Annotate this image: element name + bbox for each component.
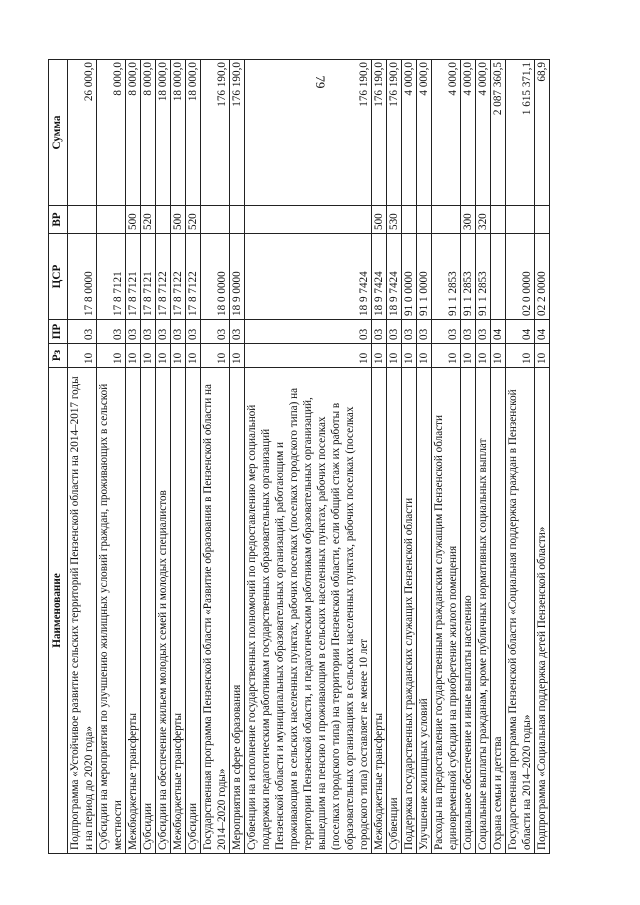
cell-sum: 176 190,0: [372, 60, 387, 206]
cell-pr: 03: [186, 320, 201, 344]
table-row: [506, 60, 535, 854]
cell-name: Социальные выплаты гражданам, кроме публичных нормативных социальных выплат: [476, 368, 491, 854]
cell-rz: 10: [68, 344, 97, 368]
cell-csr: 17 8 7122: [156, 234, 171, 320]
cell-vr: 320: [476, 206, 491, 234]
cell-csr: 91 0 0000: [402, 234, 417, 320]
cell-name: Субсидии: [141, 368, 156, 854]
cell-rz: 10: [171, 344, 186, 368]
cell-pr: 03: [201, 320, 230, 344]
cell-vr: [68, 206, 97, 234]
cell-csr: [491, 234, 506, 320]
header-rz: Рз: [49, 344, 68, 368]
cell-vr: [432, 206, 461, 234]
cell-pr: 04: [535, 320, 550, 344]
cell-pr: 03: [372, 320, 387, 344]
table-row: [432, 60, 461, 854]
cell-rz: 10: [476, 344, 491, 368]
table-row: [402, 60, 417, 854]
cell-name: Расходы на предоставление государственным гражданским служащим Пензенской области единовременной субсидии на приобретение жилого помещения: [432, 368, 461, 854]
cell-name: Государственная программа Пензенской области «Социальная поддержка граждан в Пензенской области на 2014–2020 годы»: [506, 368, 535, 854]
table-body: [68, 60, 550, 854]
cell-rz: 10: [387, 344, 402, 368]
cell-name: Межбюджетные трансферты: [126, 368, 141, 854]
cell-csr: 91 1 0000: [417, 234, 432, 320]
cell-name: Государственная программа Пензенской области «Развитие образования в Пензенской области на 2014–2020 годы»: [201, 368, 230, 854]
header-vr: ВР: [49, 206, 68, 234]
cell-name: Мероприятия в сфере образования: [230, 368, 245, 854]
cell-name: Подпрограмма «Устойчивое развитие сельских территорий Пензенской области на 2014–2017 годы и на период до 2020 года»: [68, 368, 97, 854]
cell-rz: 10: [97, 344, 126, 368]
cell-csr: 17 8 7121: [97, 234, 126, 320]
cell-csr: 18 9 7424: [387, 234, 402, 320]
cell-pr: 03: [402, 320, 417, 344]
cell-csr: 18 9 7424: [245, 234, 372, 320]
cell-vr: [417, 206, 432, 234]
cell-sum: 4 000,0: [461, 60, 476, 206]
cell-sum: 8 000,0: [126, 60, 141, 206]
cell-name: Субсидии на мероприятия по улучшению жилищных условий граждан, проживающих в сельской местности: [97, 368, 126, 854]
cell-rz: 10: [186, 344, 201, 368]
cell-sum: 18 000,0: [171, 60, 186, 206]
cell-name: Межбюджетные трансферты: [372, 368, 387, 854]
cell-vr: 530: [387, 206, 402, 234]
cell-pr: 03: [156, 320, 171, 344]
cell-sum: 8 000,0: [97, 60, 126, 206]
table-row: [535, 60, 550, 854]
cell-pr: 03: [461, 320, 476, 344]
cell-rz: 10: [126, 344, 141, 368]
cell-vr: 300: [461, 206, 476, 234]
cell-name: Социальное обеспечение и иные выплаты населению: [461, 368, 476, 854]
rotated-table-wrapper: [48, 60, 581, 854]
cell-csr: 91 1 2853: [476, 234, 491, 320]
cell-pr: 03: [476, 320, 491, 344]
cell-sum: 8 000,0: [141, 60, 156, 206]
page-number: 79: [313, 75, 328, 89]
cell-sum: 68,9: [535, 60, 550, 206]
table-row: [171, 60, 186, 854]
table-row: [461, 60, 476, 854]
table-row: [156, 60, 171, 854]
cell-csr: 18 9 0000: [230, 234, 245, 320]
cell-rz: 10: [535, 344, 550, 368]
cell-vr: 500: [126, 206, 141, 234]
table-header-row: [49, 60, 68, 854]
cell-sum: 176 190,0: [387, 60, 402, 206]
cell-pr: 03: [387, 320, 402, 344]
cell-vr: 520: [186, 206, 201, 234]
cell-rz: 10: [491, 344, 506, 368]
cell-rz: 10: [402, 344, 417, 368]
cell-sum: 18 000,0: [156, 60, 171, 206]
cell-csr: 02 0 0000: [506, 234, 535, 320]
cell-sum: 4 000,0: [476, 60, 491, 206]
cell-name: Улучшение жилищных условий: [417, 368, 432, 854]
header-name: Наименование: [49, 368, 68, 854]
table-row: [97, 60, 126, 854]
cell-pr: 04: [506, 320, 535, 344]
cell-pr: 03: [432, 320, 461, 344]
cell-sum: 176 190,0: [245, 60, 372, 206]
cell-rz: 10: [432, 344, 461, 368]
cell-vr: [156, 206, 171, 234]
cell-rz: 10: [245, 344, 372, 368]
cell-vr: 500: [171, 206, 186, 234]
cell-rz: 10: [201, 344, 230, 368]
cell-pr: 03: [126, 320, 141, 344]
table-row: [417, 60, 432, 854]
table-row: [476, 60, 491, 854]
cell-sum: 2 087 360,5: [491, 60, 506, 206]
cell-vr: [201, 206, 230, 234]
cell-name: Поддержка государственных гражданских служащих Пензенской области: [402, 368, 417, 854]
cell-vr: [245, 206, 372, 234]
table-row: [126, 60, 141, 854]
cell-rz: 10: [156, 344, 171, 368]
cell-sum: 26 000,0: [68, 60, 97, 206]
cell-vr: [491, 206, 506, 234]
cell-pr: 03: [417, 320, 432, 344]
cell-name: Субсидии: [186, 368, 201, 854]
cell-pr: 03: [245, 320, 372, 344]
table-row: [186, 60, 201, 854]
cell-rz: 10: [230, 344, 245, 368]
cell-name: Субсидии на обеспечение жильем молодых семей и молодых специалистов: [156, 368, 171, 854]
table-row: [230, 60, 245, 854]
table-row: [201, 60, 230, 854]
cell-rz: 10: [506, 344, 535, 368]
cell-name: Межбюджетные трансферты: [171, 368, 186, 854]
cell-csr: 17 8 0000: [68, 234, 97, 320]
cell-pr: 03: [97, 320, 126, 344]
table-row: [491, 60, 506, 854]
cell-pr: 03: [171, 320, 186, 344]
table-row: [372, 60, 387, 854]
cell-sum: 176 190,0: [201, 60, 230, 206]
cell-vr: [506, 206, 535, 234]
cell-csr: 91 1 2853: [432, 234, 461, 320]
cell-vr: [230, 206, 245, 234]
cell-csr: 18 9 7424: [372, 234, 387, 320]
cell-csr: 17 8 7122: [186, 234, 201, 320]
cell-vr: 500: [372, 206, 387, 234]
cell-sum: 4 000,0: [402, 60, 417, 206]
cell-vr: 520: [141, 206, 156, 234]
cell-rz: 10: [417, 344, 432, 368]
budget-table: [48, 59, 550, 854]
header-csr: ЦСР: [49, 234, 68, 320]
table-row: [387, 60, 402, 854]
cell-sum: 176 190,0: [230, 60, 245, 206]
cell-pr: 03: [68, 320, 97, 344]
cell-sum: 1 615 371,1: [506, 60, 535, 206]
cell-pr: 03: [141, 320, 156, 344]
cell-vr: [97, 206, 126, 234]
cell-pr: 03: [230, 320, 245, 344]
cell-name: Субвенции на исполнение государственных полномочий по предоставлению мер социальной поддержки педагогическим работникам государственных образовательных организаций Пензенской области и муниципальных образовательных организаций, работающим и проживающим в сельских населенных пунктах, рабочих поселках (поселках городского типа) на территории Пензенской области, и педагогическим работникам образовательных организаций, вышедшим на пенсию и проживающим в сельских населенных пунктах, рабочих поселках (поселках городского типа) на территории Пензенской области, если общий стаж их работы в образовательных организациях в сельских населенных пунктах, рабочих поселках (поселках городского типа) составляет не менее 10 лет: [245, 368, 372, 854]
header-pr: ПР: [49, 320, 68, 344]
cell-sum: 18 000,0: [186, 60, 201, 206]
cell-vr: [402, 206, 417, 234]
cell-rz: 10: [141, 344, 156, 368]
cell-vr: [535, 206, 550, 234]
cell-sum: 4 000,0: [417, 60, 432, 206]
table-row: [68, 60, 97, 854]
header-sum: Сумма: [49, 60, 68, 206]
cell-name: Подпрограмма «Социальная поддержка детей Пензенской области»: [535, 368, 550, 854]
cell-name: Субвенции: [387, 368, 402, 854]
cell-csr: 02 2 0000: [535, 234, 550, 320]
cell-name: Охрана семьи и детства: [491, 368, 506, 854]
cell-csr: 18 0 0000: [201, 234, 230, 320]
cell-csr: 91 1 2853: [461, 234, 476, 320]
cell-csr: 17 8 7121: [141, 234, 156, 320]
table-row: [141, 60, 156, 854]
cell-rz: 10: [372, 344, 387, 368]
cell-pr: 04: [491, 320, 506, 344]
table-row: [245, 60, 372, 854]
cell-sum: 4 000,0: [432, 60, 461, 206]
cell-csr: 17 8 7122: [171, 234, 186, 320]
cell-csr: 17 8 7121: [126, 234, 141, 320]
cell-rz: 10: [461, 344, 476, 368]
